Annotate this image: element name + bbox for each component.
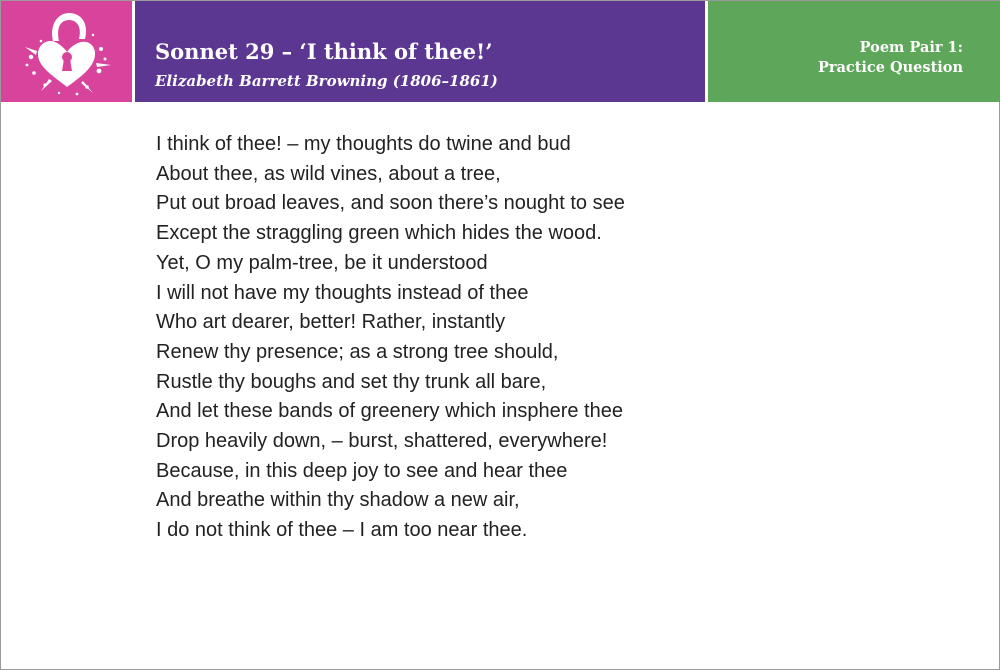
page-title: Sonnet 29 – ‘I think of thee!’ — [155, 39, 493, 64]
poem-line: I will not have my thoughts instead of thee — [156, 281, 529, 304]
poem-line: Who art dearer, better! Rather, instantly — [156, 311, 506, 334]
title-panel — [135, 1, 705, 102]
poem-line: Except the straggling green which hides the wood. — [156, 222, 602, 245]
practice-question-label: Practice Question — [817, 59, 963, 76]
tag-panel — [708, 1, 1000, 102]
logo-panel — [1, 1, 132, 102]
poem-line: I do not think of thee – I am too near thee. — [156, 519, 528, 542]
poem-line: Drop heavily down, – burst, shattered, everywhere! — [156, 430, 608, 453]
poem-line: Because, in this deep joy to see and hear thee — [156, 459, 568, 482]
poem-line: Rustle thy boughs and set thy trunk all bare, — [156, 370, 547, 393]
author-line: Elizabeth Barrett Browning (1806–1861) — [155, 72, 498, 90]
poem-pair-label: Poem Pair 1: — [859, 39, 963, 56]
poem-text — [156, 130, 625, 546]
header-bar — [1, 1, 999, 102]
poem-line: And let these bands of greenery which insphere thee — [156, 400, 623, 423]
padlock-heart-icon — [1, 1, 132, 102]
poem-line: Yet, O my palm-tree, be it understood — [156, 251, 488, 274]
poem-line: Renew thy presence; as a strong tree should, — [156, 340, 559, 363]
poem-line: I think of thee! – my thoughts do twine and bud — [156, 133, 571, 155]
poem-line: About thee, as wild vines, about a tree, — [156, 162, 501, 185]
poem-line: And breathe within thy shadow a new air, — [156, 489, 520, 512]
poem-line: Put out broad leaves, and soon there’s nought to see — [156, 192, 625, 215]
